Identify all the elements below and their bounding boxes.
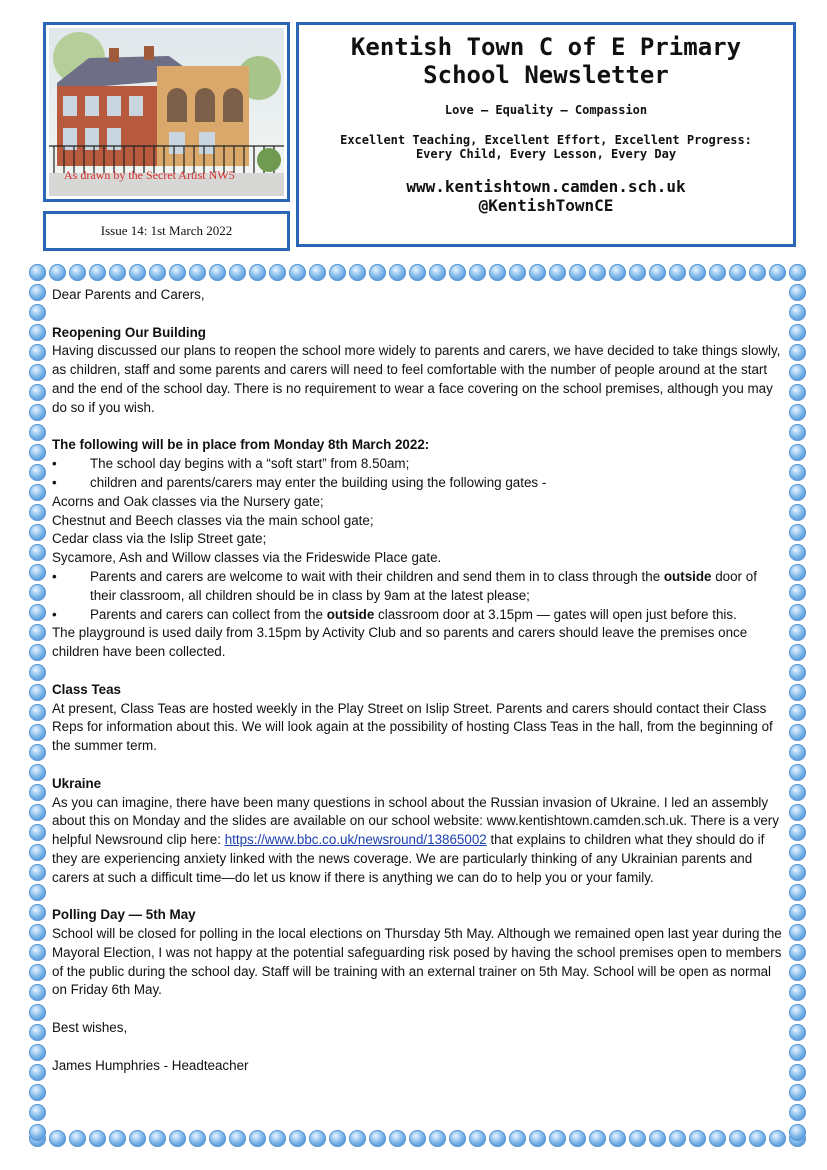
newsletter-letter (52, 286, 782, 1075)
globe-icon (789, 644, 806, 661)
reopening-body: Having discussed our plans to reopen the school more widely to parents and carers, we have decided to take things slowly, as children, staff and some parents and carers will need to feel comfortable with the number of people around at the start and the end of the school day. There is no requirement to wear a face covering on the school premises, although you may do so if you wish. (52, 343, 781, 415)
globe-icon (789, 844, 806, 861)
globe-icon (789, 524, 806, 541)
globe-border-left (27, 262, 47, 1148)
globe-icon (369, 1130, 386, 1147)
drawing-caption: As drawn by the Secret Artist NW5 (64, 168, 235, 182)
globe-icon (29, 584, 46, 601)
globe-icon (789, 284, 806, 301)
globe-icon (689, 1130, 706, 1147)
globe-icon (549, 264, 566, 281)
globe-icon (329, 1130, 346, 1147)
globe-icon (469, 264, 486, 281)
globe-icon (29, 344, 46, 361)
globe-icon (29, 544, 46, 561)
globe-icon (29, 1064, 46, 1081)
globe-icon (749, 1130, 766, 1147)
globe-icon (629, 1130, 646, 1147)
globe-icon (529, 1130, 546, 1147)
globe-icon (669, 264, 686, 281)
twitter-handle[interactable]: @KentishTownCE (478, 196, 614, 215)
globe-icon (769, 1130, 786, 1147)
globe-icon (789, 444, 806, 461)
globe-icon (789, 804, 806, 821)
globe-icon (789, 1064, 806, 1081)
globe-icon (29, 764, 46, 781)
globe-icon (249, 1130, 266, 1147)
globe-icon (789, 684, 806, 701)
globe-icon (509, 1130, 526, 1147)
globe-icon (29, 664, 46, 681)
list-item: • The school day begins with a “soft start” from 8.50am; (52, 455, 782, 474)
globe-icon (29, 524, 46, 541)
aims-line-2: Every Child, Every Lesson, Every Day (415, 147, 677, 161)
globe-border-right (787, 262, 807, 1148)
globe-icon (209, 264, 226, 281)
bullet-wait-text-a: Parents and carers are welcome to wait with their children and send them in to class through the (90, 568, 664, 584)
globe-icon (29, 844, 46, 861)
playground-note: The playground is used daily from 3.15pm by Activity Club and so parents and carers should leave the premises once children have been collected. (52, 625, 748, 660)
gate-sycamore-ash-willow: Sycamore, Ash and Willow classes via the Frideswide Place gate. (52, 550, 442, 566)
globe-icon (789, 864, 806, 881)
globe-icon (789, 884, 806, 901)
globe-icon (449, 264, 466, 281)
globe-icon (29, 624, 46, 641)
globe-icon (609, 264, 626, 281)
globe-icon (409, 1130, 426, 1147)
bullet-collect-text-a: Parents and carers can collect from the (90, 606, 327, 622)
globe-icon (29, 864, 46, 881)
globe-icon (29, 1084, 46, 1101)
globe-icon (229, 264, 246, 281)
globe-icon (789, 1044, 806, 1061)
globe-icon (789, 764, 806, 781)
gate-chestnut-beech: Chestnut and Beech classes via the main school gate; (52, 512, 374, 528)
globe-icon (29, 804, 46, 821)
globe-icon (789, 1124, 806, 1141)
globe-icon (449, 1130, 466, 1147)
globe-icon (489, 264, 506, 281)
bullet-collect-bold: outside (326, 606, 375, 622)
globe-icon (289, 1130, 306, 1147)
globe-icon (789, 304, 806, 321)
globe-border-bottom (27, 1128, 807, 1148)
globe-icon (69, 1130, 86, 1147)
ukraine-heading: Ukraine (52, 775, 102, 791)
globe-icon (129, 264, 146, 281)
globe-icon (789, 824, 806, 841)
globe-icon (529, 264, 546, 281)
globe-icon (29, 1004, 46, 1021)
globe-icon (169, 264, 186, 281)
globe-icon (789, 564, 806, 581)
globe-icon (749, 264, 766, 281)
class-teas-body: At present, Class Teas are hosted weekly in the Play Street on Islip Street. Parents and carers should contact their Class Reps for information about this. We will look again at the possibility of hosting Class Teas in the hall, from the beginning of the summer term. (52, 700, 773, 754)
globe-icon (429, 1130, 446, 1147)
globe-icon (29, 264, 46, 281)
globe-icon (509, 264, 526, 281)
globe-icon (789, 324, 806, 341)
globe-icon (29, 404, 46, 421)
globe-icon (789, 724, 806, 741)
globe-icon (389, 1130, 406, 1147)
newsletter-title-line1: Kentish Town C of E Primary (350, 33, 742, 61)
globe-icon (409, 264, 426, 281)
globe-icon (629, 264, 646, 281)
list-item: • Parents and carers are welcome to wait with their children and send them in to class through the outside door of their classroom, all children should be in class by 9am at the latest please; (52, 568, 782, 606)
signature: James Humphries - Headteacher (52, 1057, 249, 1073)
globe-icon (29, 464, 46, 481)
reopening-heading: Reopening Our Building (52, 324, 206, 340)
gate-cedar: Cedar class via the Islip Street gate; (52, 531, 267, 547)
bullet-wait-text-b: door of their classroom, all children should be in class by 9am at the latest please; (90, 568, 757, 603)
globe-icon (29, 704, 46, 721)
globe-icon (729, 1130, 746, 1147)
globe-icon (789, 1004, 806, 1021)
globe-icon (649, 1130, 666, 1147)
globe-icon (129, 1130, 146, 1147)
globe-icon (789, 484, 806, 501)
globe-icon (209, 1130, 226, 1147)
globe-icon (789, 424, 806, 441)
globe-icon (709, 264, 726, 281)
globe-icon (789, 384, 806, 401)
globe-icon (149, 1130, 166, 1147)
globe-icon (229, 1130, 246, 1147)
globe-border-top (27, 262, 807, 282)
bullet-wait-bold: outside (663, 568, 712, 584)
globe-icon (29, 364, 46, 381)
globe-icon (109, 1130, 126, 1147)
globe-icon (29, 564, 46, 581)
bullet-gates: children and parents/carers may enter the building using the following gates - (90, 474, 547, 490)
globe-icon (769, 264, 786, 281)
globe-icon (369, 264, 386, 281)
globe-icon (489, 1130, 506, 1147)
ukraine-body (52, 794, 782, 888)
school-drawing-frame (43, 22, 290, 202)
globe-icon (789, 904, 806, 921)
globe-icon (89, 1130, 106, 1147)
globe-icon (309, 1130, 326, 1147)
globe-icon (29, 744, 46, 761)
school-motto: Love — Equality — Compassion (444, 103, 648, 117)
globe-icon (149, 264, 166, 281)
globe-icon (29, 684, 46, 701)
globe-icon (429, 264, 446, 281)
globe-icon (789, 744, 806, 761)
contact-block (299, 177, 793, 215)
bullet-collect-text-b: classroom door at 3.15pm — gates will open just before this. (374, 606, 737, 622)
globe-icon (29, 924, 46, 941)
list-item: • children and parents/carers may enter the building using the following gates - (52, 474, 782, 493)
globe-icon (29, 884, 46, 901)
globe-icon (29, 904, 46, 921)
globe-icon (29, 964, 46, 981)
globe-icon (789, 544, 806, 561)
newsround-link[interactable]: https://www.bbc.co.uk/newsround/13865002 (224, 832, 487, 848)
globe-icon (29, 504, 46, 521)
globe-icon (29, 944, 46, 961)
greeting: Dear Parents and Carers, (52, 287, 205, 302)
globe-icon (729, 264, 746, 281)
globe-icon (269, 264, 286, 281)
globe-icon (569, 264, 586, 281)
globe-icon (29, 1104, 46, 1121)
globe-icon (29, 424, 46, 441)
globe-icon (789, 944, 806, 961)
arrangements-heading: The following will be in place from Monday 8th March 2022: (52, 437, 430, 453)
globe-icon (789, 964, 806, 981)
globe-icon (549, 1130, 566, 1147)
globe-icon (789, 464, 806, 481)
globe-icon (789, 984, 806, 1001)
globe-icon (29, 1024, 46, 1041)
globe-icon (789, 584, 806, 601)
globe-icon (169, 1130, 186, 1147)
globe-icon (29, 384, 46, 401)
globe-icon (569, 1130, 586, 1147)
class-teas-heading: Class Teas (52, 681, 121, 697)
globe-icon (589, 264, 606, 281)
globe-icon (29, 784, 46, 801)
globe-icon (789, 704, 806, 721)
issue-label: Issue 14: 1st March 2022 (43, 211, 290, 251)
globe-icon (269, 1130, 286, 1147)
globe-icon (29, 824, 46, 841)
globe-icon (329, 264, 346, 281)
globe-icon (89, 264, 106, 281)
globe-icon (789, 364, 806, 381)
globe-icon (649, 264, 666, 281)
aims-line-1: Excellent Teaching, Excellent Effort, Excellent Progress: (340, 133, 752, 147)
globe-icon (469, 1130, 486, 1147)
ukraine-body-a: As you can imagine, there have been many questions in school about the Russian invasion of Ukraine. I led an assembly about this on Monday and the slides are available on our school website: www.kentishtown.camden.sch.uk. There is a very helpful Newsround clip here: (52, 794, 779, 848)
globe-icon (29, 324, 46, 341)
globe-icon (249, 264, 266, 281)
globe-icon (709, 1130, 726, 1147)
globe-icon (789, 404, 806, 421)
website-link[interactable]: www.kentishtown.camden.sch.uk (406, 177, 686, 196)
globe-icon (29, 644, 46, 661)
globe-icon (349, 1130, 366, 1147)
globe-icon (289, 264, 306, 281)
globe-icon (789, 1084, 806, 1101)
sign-off: Best wishes, (52, 1020, 128, 1036)
globe-icon (789, 784, 806, 801)
globe-icon (609, 1130, 626, 1147)
globe-icon (389, 264, 406, 281)
bullet-soft-start: The school day begins with a “soft start” from 8.50am; (90, 456, 410, 472)
globe-icon (49, 264, 66, 281)
globe-icon (789, 1104, 806, 1121)
globe-icon (689, 264, 706, 281)
list-item: • Parents and carers can collect from the outside classroom door at 3.15pm — gates will open just before this. (52, 606, 782, 625)
globe-icon (29, 284, 46, 301)
globe-icon (789, 604, 806, 621)
masthead (296, 22, 796, 247)
globe-icon (49, 1130, 66, 1147)
globe-icon (29, 444, 46, 461)
globe-icon (789, 504, 806, 521)
globe-icon (789, 344, 806, 361)
globe-icon (29, 1124, 46, 1141)
globe-icon (669, 1130, 686, 1147)
globe-icon (789, 264, 806, 281)
bullet-collect (90, 606, 737, 625)
ukraine-body-b: that explains to children what they should do if they are experiencing anxiety linked with the news coverage. We are particularly thinking of any Ukrainian parents and carers at such a difficult time—do let us know if there is anything we can do to help you or your family. (52, 832, 765, 885)
polling-heading: Polling Day — 5th May (52, 907, 196, 923)
globe-icon (29, 304, 46, 321)
school-aims (299, 133, 793, 161)
globe-icon (789, 624, 806, 641)
polling-body: School will be closed for polling in the local elections on Thursday 5th May. Although we remained open last year during the Mayoral Election, I was not happy at the potential safeguarding risk posed by having the school premises open to members of the public during the school day. Staff will be training with an external trainer on 5th May. School will be open as normal on Friday 6th May. (52, 926, 782, 998)
globe-icon (189, 1130, 206, 1147)
globe-icon (29, 604, 46, 621)
globe-icon (109, 264, 126, 281)
globe-icon (789, 1024, 806, 1041)
globe-icon (69, 264, 86, 281)
globe-icon (29, 984, 46, 1001)
globe-icon (29, 484, 46, 501)
globe-icon (309, 264, 326, 281)
globe-icon (349, 264, 366, 281)
bullet-wait (90, 568, 782, 606)
newsletter-title-line2: School Newsletter (423, 61, 669, 89)
globe-icon (189, 264, 206, 281)
globe-icon (589, 1130, 606, 1147)
globe-icon (789, 664, 806, 681)
gate-acorns-oak: Acorns and Oak classes via the Nursery gate; (52, 493, 324, 509)
globe-icon (789, 924, 806, 941)
globe-icon (29, 724, 46, 741)
globe-icon (29, 1044, 46, 1061)
